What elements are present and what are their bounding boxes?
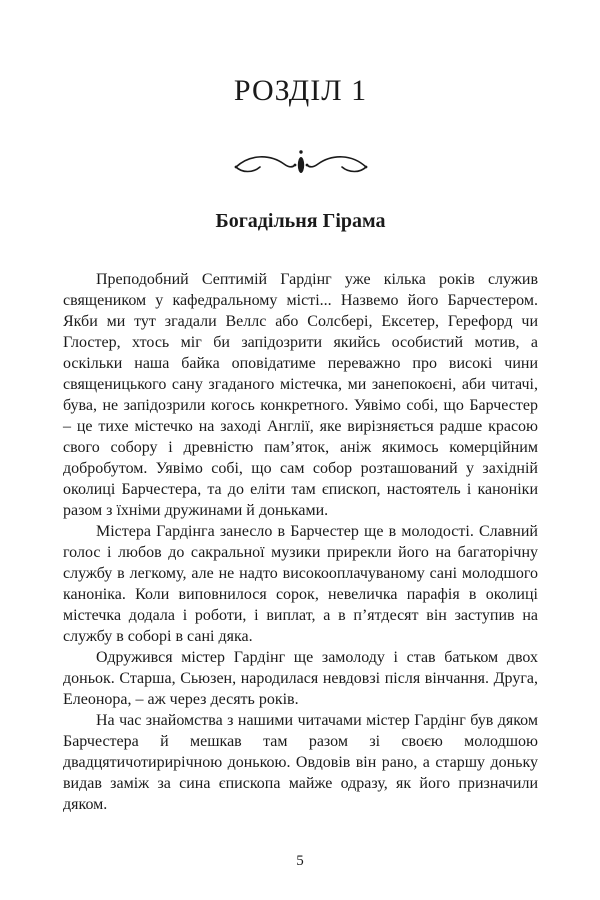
paragraph-3: Одружився містер Гардінг ще замолоду і став батьком двох доньок. Старша, Сьюзен, народилася невдовзі після вінчання. Друга, Елеонора, – аж через десять років.	[63, 649, 538, 708]
section-heading: Богадільня Гірама	[215, 210, 386, 232]
floral-divider-icon	[63, 146, 538, 184]
chapter-heading: РОЗДІЛ 1	[233, 74, 368, 107]
paragraph-2: Містера Гардінга занесло в Барчестер ще в молодості. Славний голос і любов до сакральної музики прирекли його на багаторічну службу в легкому, але не надто високооплачуваному сані молодшого каноніка. Коли виповнилося сорок, невеличка парафія в околиці містечка додала і роботи, і виплат, а в п’ятдесят він заступив на службу в соборі в сані дяка.	[63, 523, 538, 645]
paragraph-1: Преподобний Септимій Гардінг уже кілька років служив священиком у кафедральному місті... Назвемо його Барчестером. Якби ми тут згадали Веллс або Солсбері, Ексетер, Герефорд чи Глостер, хтось міг би запідозрити якийсь особистий мотив, а оскільки наша байка оповідатиме переважно про високі чини священицького сану згаданого містечка, ми занепокоєні, аби читачі, бува, не запідозрили когось конкретного. Уявімо собі, що Барчестер – це тихе містечко на заході Англії, яке вирізняється радше красою свого собору і древністю пам’яток, аніж якимось комерційним добробутом. Уявімо собі, що сам собор розташований у західній околиці Барчестера, та до еліти там єпископ, настоятель і каноніки разом з їхніми дружинами й доньками.	[63, 271, 538, 519]
body-text	[63, 269, 538, 815]
paragraph-4: На час знайомства з нашими читачами містер Гардінг був дяком Барчестера й мешкав там разом зі своєю молодшою двадцятичотирирічною донькою. Овдовів він рано, а старшу доньку видав заміж за сина єпископа майже одразу, як його призначили дяком.	[63, 712, 538, 813]
page-number: 5	[296, 853, 304, 869]
floral-divider-icon	[226, 146, 376, 184]
